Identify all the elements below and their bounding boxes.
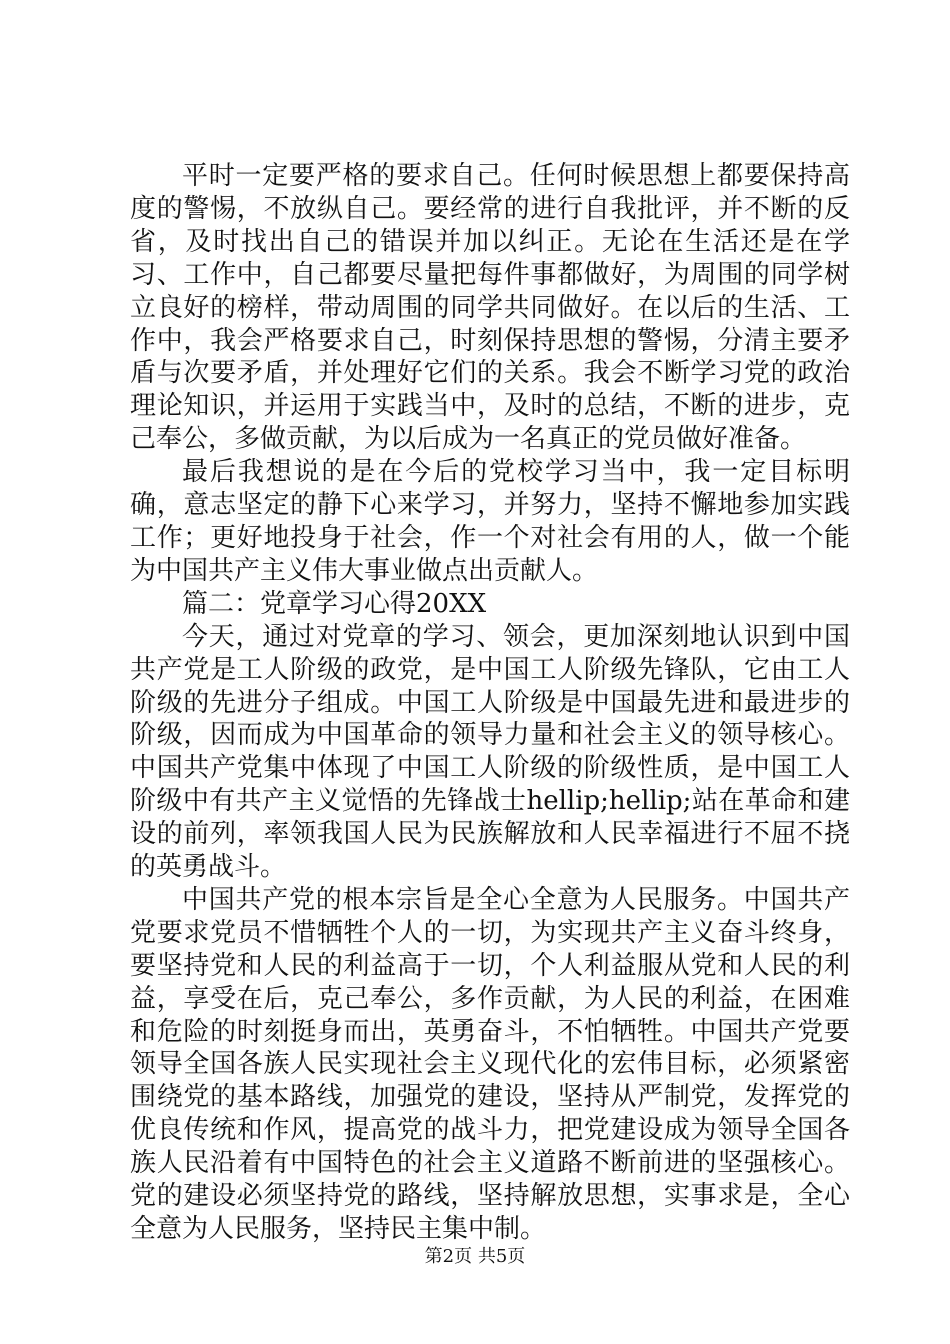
paragraph-4: 中国共产党的根本宗旨是全心全意为人民服务。中国共产党要求党员不惜牺牲个人的一切，为实现共产主义奋斗终身，要坚持党和人民的利益高于一切，个人利益服从党和人民的利益，享受在后，克己奉公，多作贡献，为人民的利益，在困难和危险的时刻挺身而出，英勇奋斗，不怕牺牲。中国共产党要领导全国各族人民实现社会主义现代化的宏伟目标，必须紧密围绕党的基本路线，加强党的建设，坚持从严制党，发挥党的优良传统和作风，提高党的战斗力，把党建设成为领导全国各族人民沿着有中国特色的社会主义道路不断前进的坚强核心。党的建设必须坚持党的路线，坚持解放思想，实事求是，全心全意为人民服务，坚持民主集中制。 [130, 884, 850, 1244]
paragraph-3: 今天，通过对党章的学习、领会，更加深刻地认识到中国共产党是工人阶级的政党，是中国工人阶级先锋队，它由工人阶级的先进分子组成。中国工人阶级是中国最先进和最进步的阶级，因而成为中国革命的领导力量和社会主义的领导核心。中国共产党集中体现了中国工人阶级的阶级性质，是中国工人阶级中有共产主义觉悟的先锋战士hellip;hellip;站在革命和建设的前列，率领我国人民为民族解放和人民幸福进行不屈不挠的英勇战斗。 [130, 621, 850, 883]
document-body [130, 160, 850, 1246]
section-heading: 篇二：党章学习心得20XX [182, 588, 487, 619]
paragraph-2: 最后我想说的是在今后的党校学习当中，我一定目标明确，意志坚定的静下心来学习，并努力，坚持不懈地参加实践工作；更好地投身于社会，作一个对社会有用的人，做一个能为中国共产主义伟大事业做点出贡献人。 [130, 457, 850, 586]
paragraph-1: 平时一定要严格的要求自己。任何时候思想上都要保持高度的警惕，不放纵自己。要经常的进行自我批评，并不断的反省，及时找出自己的错误并加以纠正。无论在生活还是在学习、工作中，自己都要尽量把每件事都做好，为周围的同学树立良好的榜样，带动周围的同学共同做好。在以后的生活、工作中，我会严格要求自己，时刻保持思想的警惕，分清主要矛盾与次要矛盾，并处理好它们的关系。我会不断学习党的政治理论知识，并运用于实践当中，及时的总结，不断的进步，克己奉公，多做贡献，为以后成为一名真正的党员做好准备。 [130, 161, 850, 455]
page-footer: 第2页 共5页 [424, 1246, 526, 1267]
